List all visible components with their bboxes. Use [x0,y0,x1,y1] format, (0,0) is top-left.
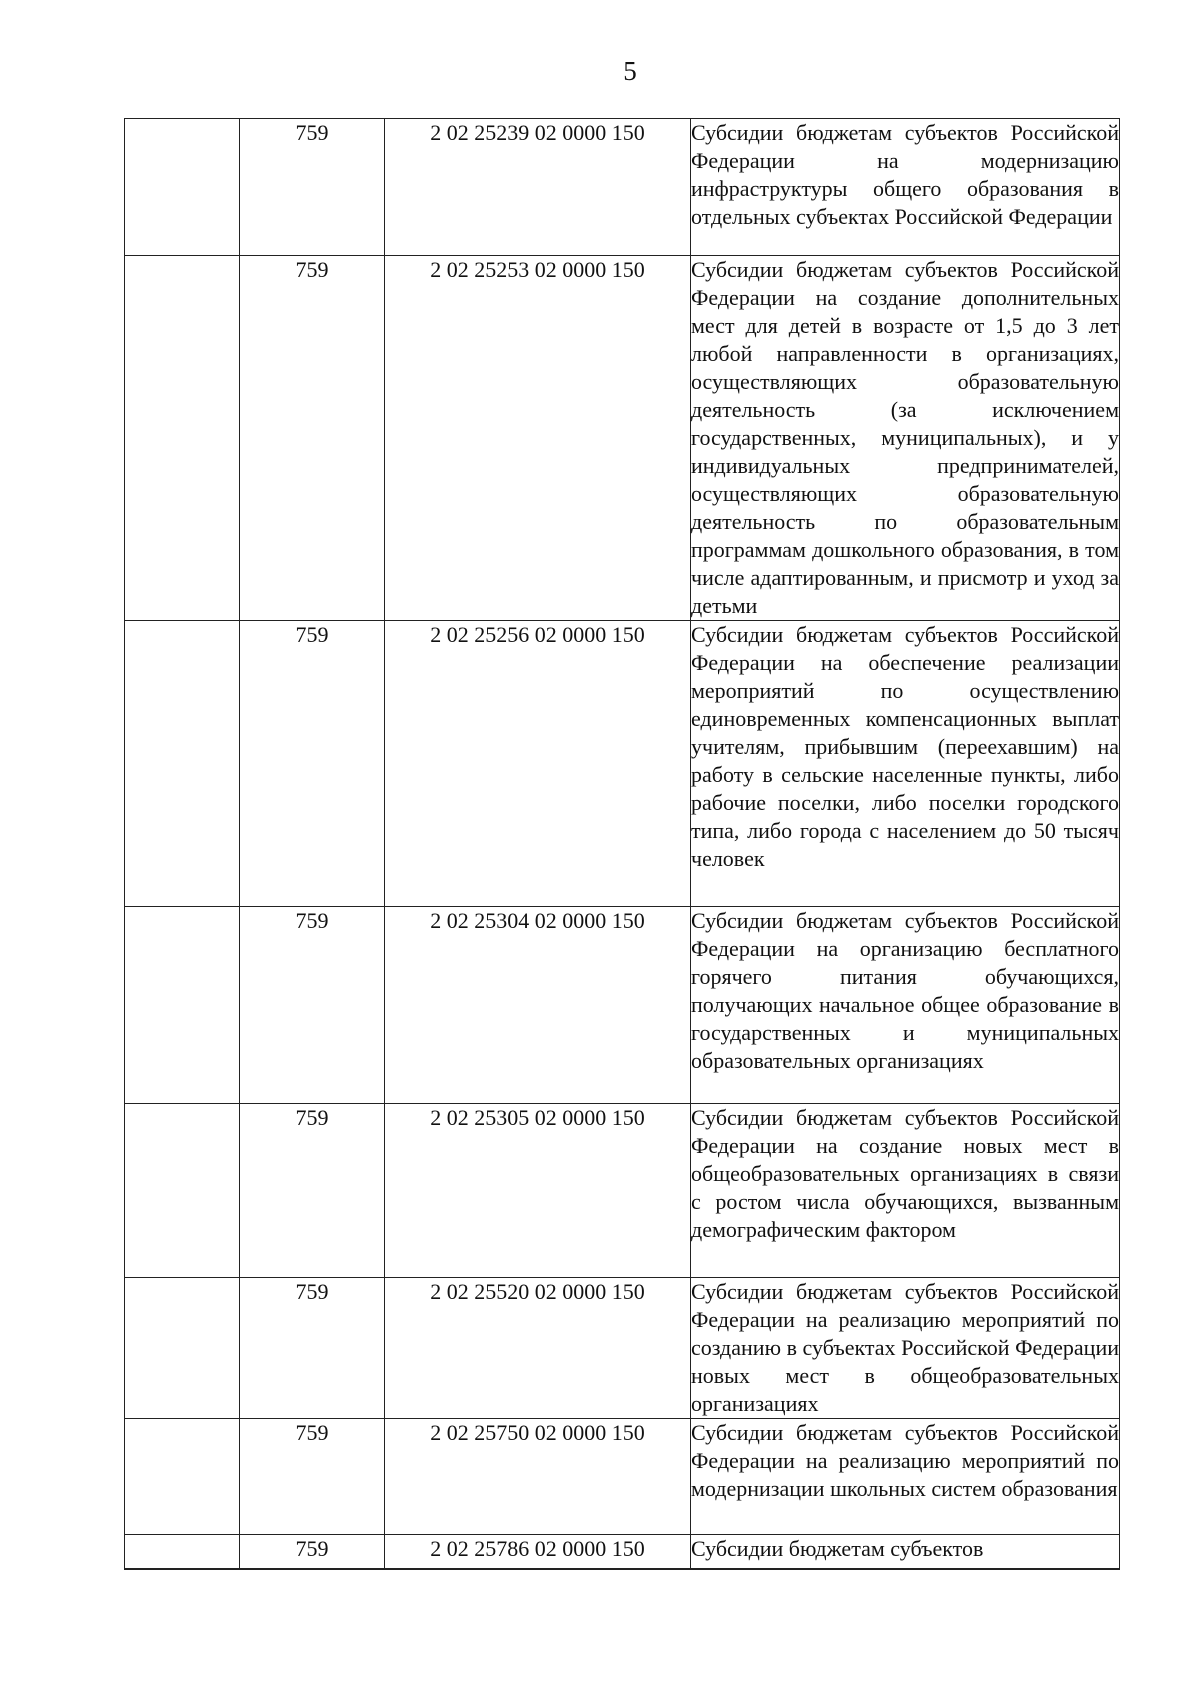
table-row [125,119,1120,256]
kbk-code-cell: 2 02 25304 02 0000 150 [385,907,691,1104]
kbk-code-cell: 2 02 25239 02 0000 150 [385,119,691,256]
admin-code-cell: 759 [240,119,385,256]
blank-cell [125,119,240,256]
admin-code-cell: 759 [240,1419,385,1535]
table-row [125,256,1120,621]
table-row [125,1104,1120,1278]
table-row [125,1535,1120,1569]
table-row [125,1278,1120,1419]
kbk-code-cell: 2 02 25253 02 0000 150 [385,256,691,621]
admin-code-cell: 759 [240,1278,385,1419]
page-number: 5 [623,56,637,86]
description-cell: Субсидии бюджетам субъектов Российской Федерации на организацию бесплатного горячего питания обучающихся, получающих начальное общее образование в государственных и муниципальных образовательных организациях [691,907,1120,1104]
blank-cell [125,1419,240,1535]
table-row [125,907,1120,1104]
admin-code-cell: 759 [240,907,385,1104]
blank-cell [125,1104,240,1278]
description-cell: Субсидии бюджетам субъектов Российской Федерации на реализацию мероприятий по созданию в субъектах Российской Федерации новых мест в общеобразовательных организациях [691,1278,1120,1419]
admin-code-cell: 759 [240,1535,385,1569]
kbk-code-cell: 2 02 25786 02 0000 150 [385,1535,691,1569]
description-cell: Субсидии бюджетам субъектов Российской Федерации на модернизацию инфраструктуры общего образования в отдельных субъектах Российской Федерации [691,119,1120,256]
kbk-code-cell: 2 02 25520 02 0000 150 [385,1278,691,1419]
description-cell: Субсидии бюджетам субъектов Российской Федерации на создание новых мест в общеобразовательных организациях в связи с ростом числа обучающихся, вызванным демографическим фактором [691,1104,1120,1278]
budget-classification-table [124,118,1120,1570]
table-row [125,1419,1120,1535]
blank-cell [125,907,240,1104]
blank-cell [125,1535,240,1569]
blank-cell [125,621,240,907]
blank-cell [125,256,240,621]
kbk-code-cell: 2 02 25750 02 0000 150 [385,1419,691,1535]
admin-code-cell: 759 [240,256,385,621]
description-cell: Субсидии бюджетам субъектов Российской Федерации на реализацию мероприятий по модернизации школьных систем образования [691,1419,1120,1535]
admin-code-cell: 759 [240,1104,385,1278]
kbk-code-cell: 2 02 25305 02 0000 150 [385,1104,691,1278]
description-cell: Субсидии бюджетам субъектов Российской Федерации на создание дополнительных мест для детей в возрасте от 1,5 до 3 лет любой направленности в организациях, осуществляющих образовательную деятельность (за исключением государственных, муниципальных), и у индивидуальных предпринимателей, осуществляющих образовательную деятельность по образовательным программам дошкольного образования, в том числе адаптированным, и присмотр и уход за детьми [691,256,1120,621]
kbk-code-cell: 2 02 25256 02 0000 150 [385,621,691,907]
blank-cell [125,1278,240,1419]
admin-code-cell: 759 [240,621,385,907]
table-row [125,621,1120,907]
description-cell: Субсидии бюджетам субъектов Российской Федерации на обеспечение реализации мероприятий по осуществлению единовременных компенсационных выплат учителям, прибывшим (переехавшим) на работу в сельские населенные пункты, либо рабочие поселки, либо поселки городского типа, либо города с населением до 50 тысяч человек [691,621,1120,907]
description-cell: Субсидии бюджетам субъектов [691,1535,1120,1569]
